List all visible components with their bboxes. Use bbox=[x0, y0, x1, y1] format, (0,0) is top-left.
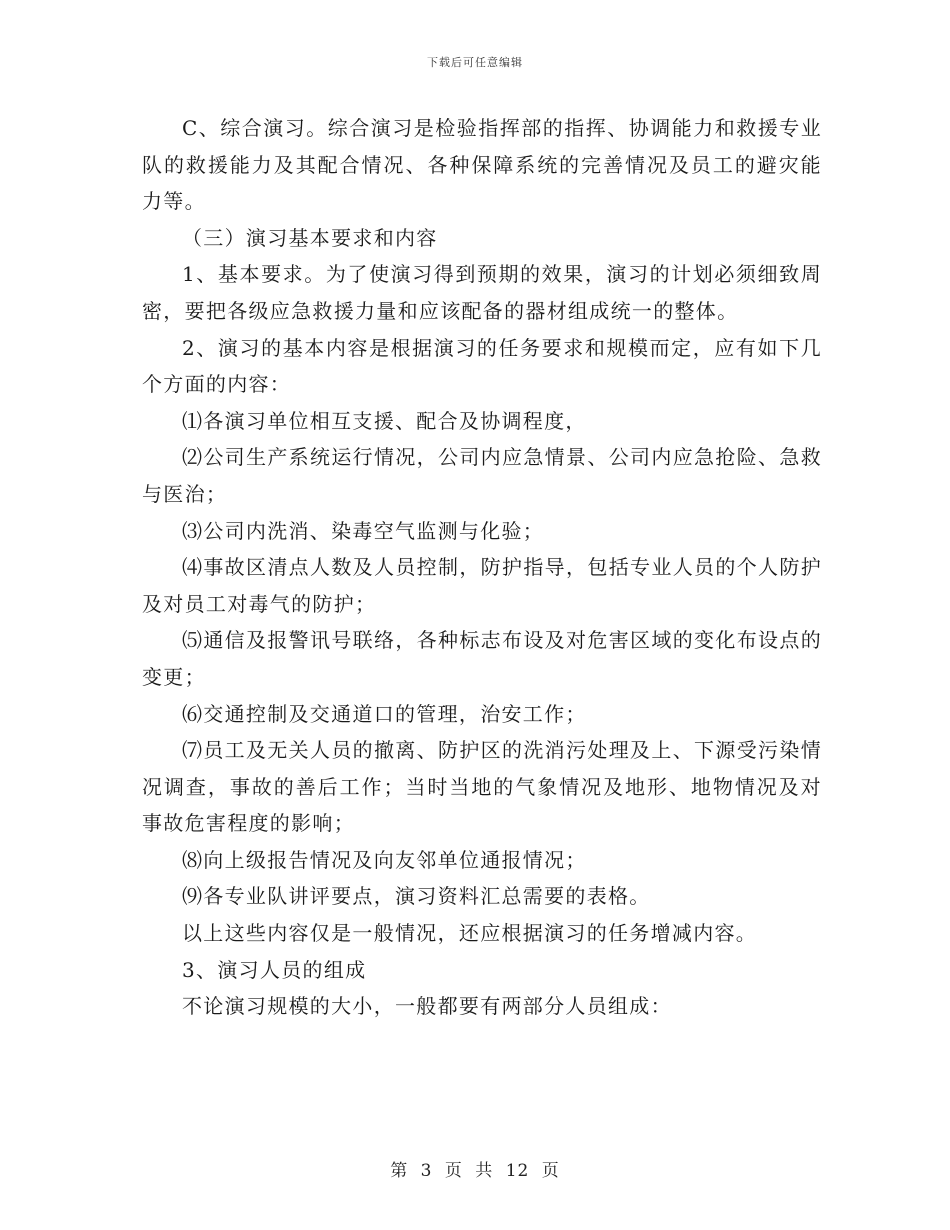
page-number: 第 3 页 共 12 页 bbox=[390, 1161, 560, 1181]
paragraph-basic-content: 2、演习的基本内容是根据演习的任务要求和规模而定，应有如下几个方面的内容： bbox=[142, 335, 822, 397]
paragraph-basic-requirements: 1、基本要求。为了使演习得到预期的效果，演习的计划必须细致周密，要把各级应急救援力量和应该配备的器材组成统一的整体。 bbox=[142, 262, 822, 323]
paragraph-summary: 以上这些内容仅是一般情况，还应根据演习的任务增减内容。 bbox=[182, 921, 758, 946]
section-heading-personnel: 3、演习人员的组成 bbox=[182, 957, 367, 982]
list-item-9: ⑼各专业队讲评要点，演习资料汇总需要的表格。 bbox=[182, 884, 651, 909]
section-heading-requirements: （三）演习基本要求和内容 bbox=[182, 225, 438, 250]
paragraph-comprehensive-drill: C、综合演习。综合演习是检验指挥部的指挥、协调能力和救援专业队的救援能力及其配合情况、各种保障系统的完善情况及员工的避灾能力等。 bbox=[142, 116, 822, 214]
list-item-2: ⑵公司生产系统运行情况，公司内应急情景、公司内应急抢险、急救与医治； bbox=[142, 445, 822, 506]
list-item-4: ⑷事故区清点人数及人员控制，防护指导，包括专业人员的个人防护及对员工对毒气的防护； bbox=[142, 555, 822, 616]
list-item-8: ⑻向上级报告情况及向友邻单位通报情况； bbox=[182, 847, 587, 872]
page-header: 下载后可任意编辑 bbox=[427, 56, 523, 69]
list-item-7: ⑺员工及无关人员的撤离、防护区的洗消污处理及上、下源受污染情况调查，事故的善后工作；当时当地的气象情况及地形、地物情况及对事故危害程度的影响； bbox=[142, 738, 822, 836]
list-item-5: ⑸通信及报警讯号联络，各种标志布设及对危害区域的变化布设点的变更； bbox=[142, 628, 822, 689]
paragraph-personnel-intro: 不论演习规模的大小，一般都要有两部分人员组成： bbox=[182, 994, 672, 1019]
document-body bbox=[142, 110, 822, 1025]
list-item-6: ⑹交通控制及交通道口的管理，治安工作； bbox=[182, 701, 587, 726]
list-item-1: ⑴各演习单位相互支援、配合及协调程度， bbox=[182, 408, 587, 433]
list-item-3: ⑶公司内洗消、染毒空气监测与化验； bbox=[182, 518, 545, 543]
